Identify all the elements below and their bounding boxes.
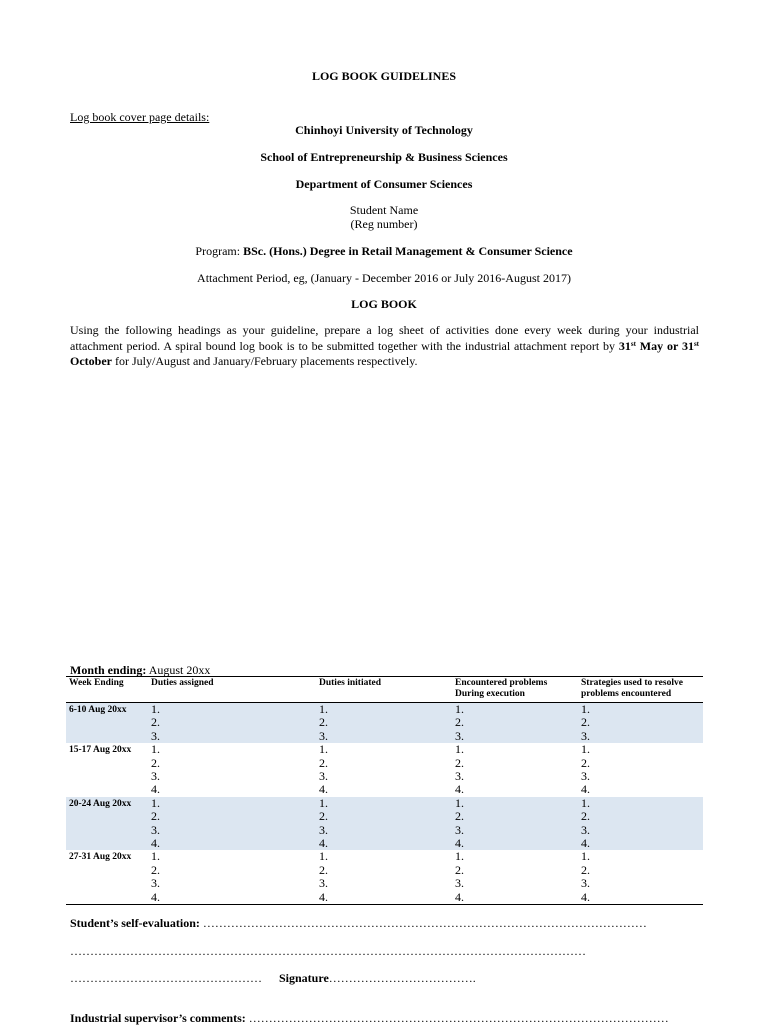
list-item-number: 3. (581, 876, 590, 891)
list-item-number: 1. (319, 795, 328, 810)
supervisor-comments-dots: …………………………………………………………………………………………… (245, 1011, 669, 1025)
list-item-number: 4. (455, 782, 464, 797)
list-item-number: 4. (455, 889, 464, 904)
page-title: LOG BOOK GUIDELINES (311, 69, 457, 83)
list-item-number: 2. (151, 809, 160, 824)
list-item-number: 4. (151, 836, 160, 851)
intro-text-1: Using the following headings as your guideline, prepare a log sheet of activities done every week during your industrial attachment period. A spiral bound log book is to be submitted together with the industrial attachment report by (70, 323, 699, 353)
log-table (66, 676, 703, 905)
list-item-number: 2. (581, 809, 590, 824)
problems-cell (452, 703, 578, 744)
list-item-number: 3. (581, 769, 590, 784)
duties-assigned-cell (148, 797, 316, 851)
list-item-number: 2. (319, 715, 328, 730)
list-item-number: 4. (151, 889, 160, 904)
list-item-number: 4. (581, 836, 590, 851)
list-item-number: 4. (581, 889, 590, 904)
table-row (66, 743, 703, 797)
list-item-number: 4. (455, 836, 464, 851)
cover-label: Log book cover page details: (70, 110, 210, 124)
list-item-number: 3. (455, 822, 464, 837)
list-item-number: 3. (455, 769, 464, 784)
supervisor-comments-label: Industrial supervisor’s comments: (70, 1011, 246, 1025)
duties-assigned-cell (148, 743, 316, 797)
program-label: Program: (195, 244, 241, 258)
signature-line (279, 971, 476, 986)
reg-number: (Reg number) (350, 217, 418, 231)
list-item-number: 1. (151, 742, 160, 757)
list-item-number: 2. (151, 862, 160, 877)
list-item-number: 2. (455, 755, 464, 770)
problems-cell (452, 797, 578, 851)
evaluation-dots-line: ………………………………………………………………………………………………………………… (70, 944, 586, 958)
month-ending-value: August 20xx (146, 663, 211, 677)
list-item-number: 1. (581, 849, 590, 864)
list-item-number: 4. (319, 889, 328, 904)
list-item-number: 2. (319, 862, 328, 877)
table-row (66, 850, 703, 904)
self-evaluation-dots: ………………………………………………………………………………………………… (199, 916, 647, 930)
list-item-number: 1. (151, 795, 160, 810)
list-item-number: 3. (319, 769, 328, 784)
list-item-number: 3. (455, 876, 464, 891)
week-ending-cell: 15-17 Aug 20xx (69, 745, 132, 756)
duties-initiated-cell (316, 703, 452, 744)
list-item-number: 2. (455, 809, 464, 824)
problems-cell (452, 850, 578, 904)
header-week-ending: Week Ending (66, 677, 148, 703)
list-item-number: 3. (581, 728, 590, 743)
self-evaluation-label: Student’s self-evaluation: (70, 916, 200, 930)
list-item-number: 3. (151, 728, 160, 743)
duties-assigned-cell (148, 850, 316, 904)
header-duties-initiated: Duties initiated (316, 677, 452, 703)
list-item-number: 1. (151, 702, 160, 716)
list-item-number: 3. (319, 728, 328, 743)
list-item-number: 3. (151, 769, 160, 784)
strategies-cell (578, 703, 703, 744)
list-item-number: 3. (455, 728, 464, 743)
list-item-number: 4. (319, 782, 328, 797)
program-value: BSc. (Hons.) Degree in Retail Management & Consumer Science (243, 244, 573, 258)
header-encountered-problems: Encountered problems During execution (452, 677, 578, 703)
list-item-number: 1. (581, 702, 590, 716)
list-item-number: 2. (151, 715, 160, 730)
school-name: School of Entrepreneurship & Business Sciences (260, 150, 508, 164)
deadline-1: 31st May or 31st October (70, 338, 700, 368)
list-item-number: 3. (151, 876, 160, 891)
list-item-number: 2. (581, 862, 590, 877)
list-item-number: 4. (319, 836, 328, 851)
signature-dots: ………………………………. (328, 971, 476, 985)
list-item-number: 2. (581, 755, 590, 770)
list-item-number: 2. (151, 755, 160, 770)
week-ending-cell: 6-10 Aug 20xx (66, 703, 148, 744)
list-item-number: 3. (581, 822, 590, 837)
self-evaluation-line (70, 916, 647, 931)
list-item-number: 3. (319, 822, 328, 837)
list-item-number: 2. (319, 809, 328, 824)
strategies-cell (578, 743, 703, 797)
table-header-row (66, 677, 703, 703)
week-ending-cell: 27-31 Aug 20xx (66, 850, 148, 904)
problems-cell (452, 743, 578, 797)
signature-label: Signature (279, 971, 329, 985)
log-book-heading: LOG BOOK (351, 297, 417, 311)
attachment-period: Attachment Period, eg, (January - December 2016 or July 2016-August 2017) (197, 271, 571, 285)
list-item-number: 2. (455, 715, 464, 730)
list-item-number: 1. (581, 795, 590, 810)
list-item-number: 3. (151, 822, 160, 837)
program-line (0, 244, 768, 259)
university-name: Chinhoyi University of Technology (295, 123, 473, 137)
week-ending-cell: 20-24 Aug 20xx (66, 797, 148, 851)
table-row (66, 797, 703, 851)
strategies-cell (578, 797, 703, 851)
list-item-number: 1. (455, 849, 464, 864)
intro-text-2: for July/August and January/February placements respectively. (111, 354, 418, 368)
list-item-number: 2. (319, 755, 328, 770)
list-item-number: 1. (319, 849, 328, 864)
student-name: Student Name (349, 203, 419, 217)
list-item-number: 4. (151, 782, 160, 797)
evaluation-dots-short: ………………………………………… (70, 971, 262, 985)
duties-initiated-cell (316, 797, 452, 851)
duties-initiated-cell (316, 850, 452, 904)
header-strategies: Strategies used to resolve problems encountered (578, 677, 703, 703)
list-item-number: 1. (319, 702, 328, 716)
list-item-number: 2. (581, 715, 590, 730)
department-name: Department of Consumer Sciences (295, 177, 473, 191)
list-item-number: 1. (151, 849, 160, 864)
list-item-number: 1. (455, 742, 464, 757)
list-item-number: 1. (319, 742, 328, 757)
strategies-cell (578, 850, 703, 904)
month-ending-label: Month ending: (70, 663, 147, 677)
table-row (66, 703, 703, 744)
duties-initiated-cell (316, 743, 452, 797)
list-item-number: 4. (581, 782, 590, 797)
list-item-number: 1. (455, 795, 464, 810)
list-item-number: 1. (455, 702, 464, 716)
header-duties-assigned: Duties assigned (148, 677, 316, 703)
list-item-number: 2. (455, 862, 464, 877)
list-item-number: 1. (581, 742, 590, 757)
intro-paragraph (70, 323, 699, 370)
duties-assigned-cell (148, 703, 316, 744)
list-item-number: 3. (319, 876, 328, 891)
